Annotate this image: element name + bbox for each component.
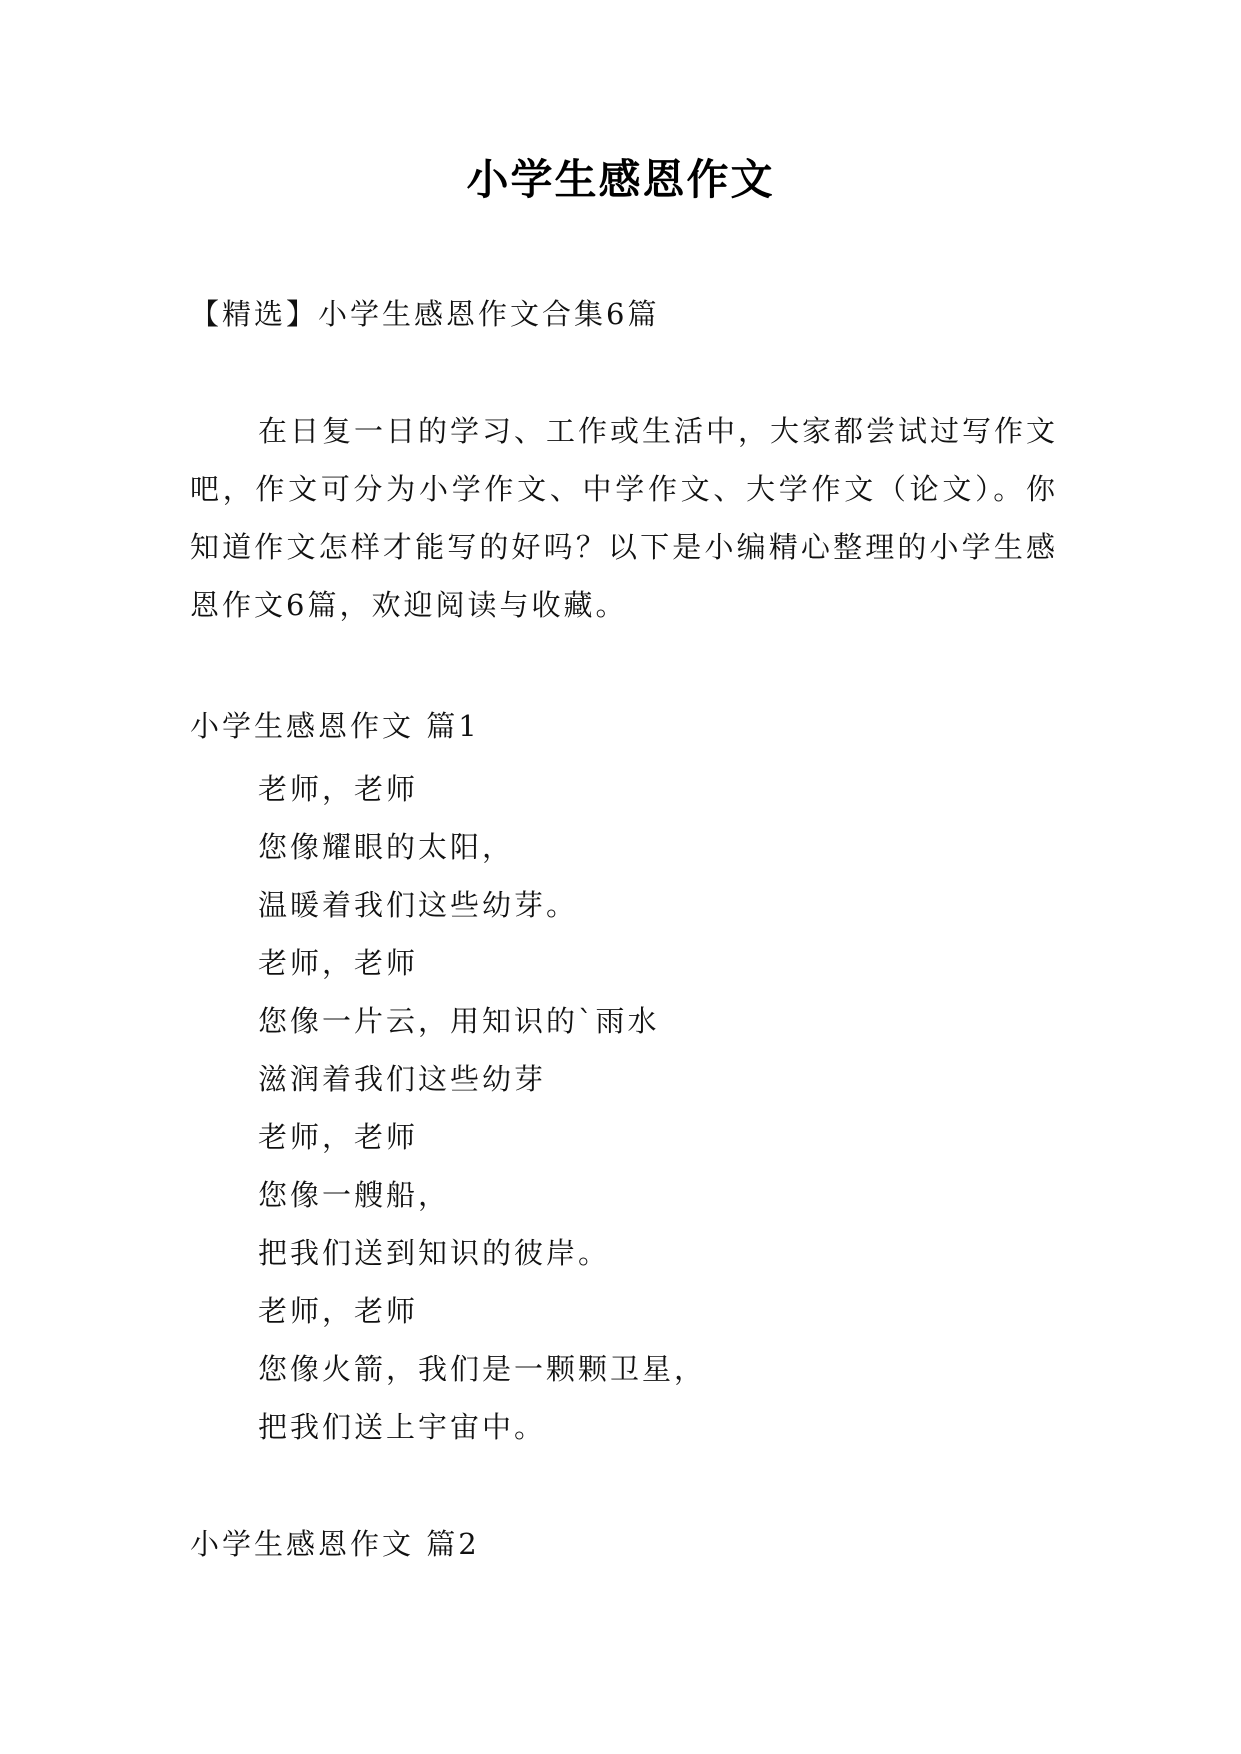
poem-line: 温暖着我们这些幼芽。 [258, 888, 579, 922]
poem-line: 老师，老师 [258, 1120, 419, 1154]
poem-line: 把我们送到知识的彼岸。 [258, 1236, 611, 1270]
section-heading-2: 小学生感恩作文 篇2 [190, 1527, 480, 1561]
intro-paragraph: 在日复一日的学习、工作或生活中，大家都尝试过写作文吧，作文可分为小学作文、中学作文、大学作文（论文）。你知道作文怎样才能写的好吗？以下是小编精心整理的小学生感恩作文6篇，欢迎阅读与收藏。 [190, 414, 1059, 622]
poem-line: 您像一片云，用知识的`雨水 [258, 1004, 660, 1038]
document-subtitle: 【精选】小学生感恩作文合集6篇 [190, 297, 660, 331]
poem-line: 您像一艘船， [258, 1178, 451, 1212]
document-title: 小学生感恩作文 [466, 155, 775, 204]
poem-line: 老师，老师 [258, 772, 419, 806]
poem-line: 滋润着我们这些幼芽 [258, 1062, 547, 1096]
section-heading-1: 小学生感恩作文 篇1 [190, 709, 480, 743]
poem-line: 老师，老师 [258, 1294, 419, 1328]
poem-line: 把我们送上宇宙中。 [258, 1410, 547, 1444]
poem-line: 老师，老师 [258, 946, 419, 980]
poem-line: 您像耀眼的太阳， [258, 830, 515, 864]
poem-body [258, 760, 706, 1456]
poem-line: 您像火箭，我们是一颗颗卫星， [258, 1352, 707, 1386]
